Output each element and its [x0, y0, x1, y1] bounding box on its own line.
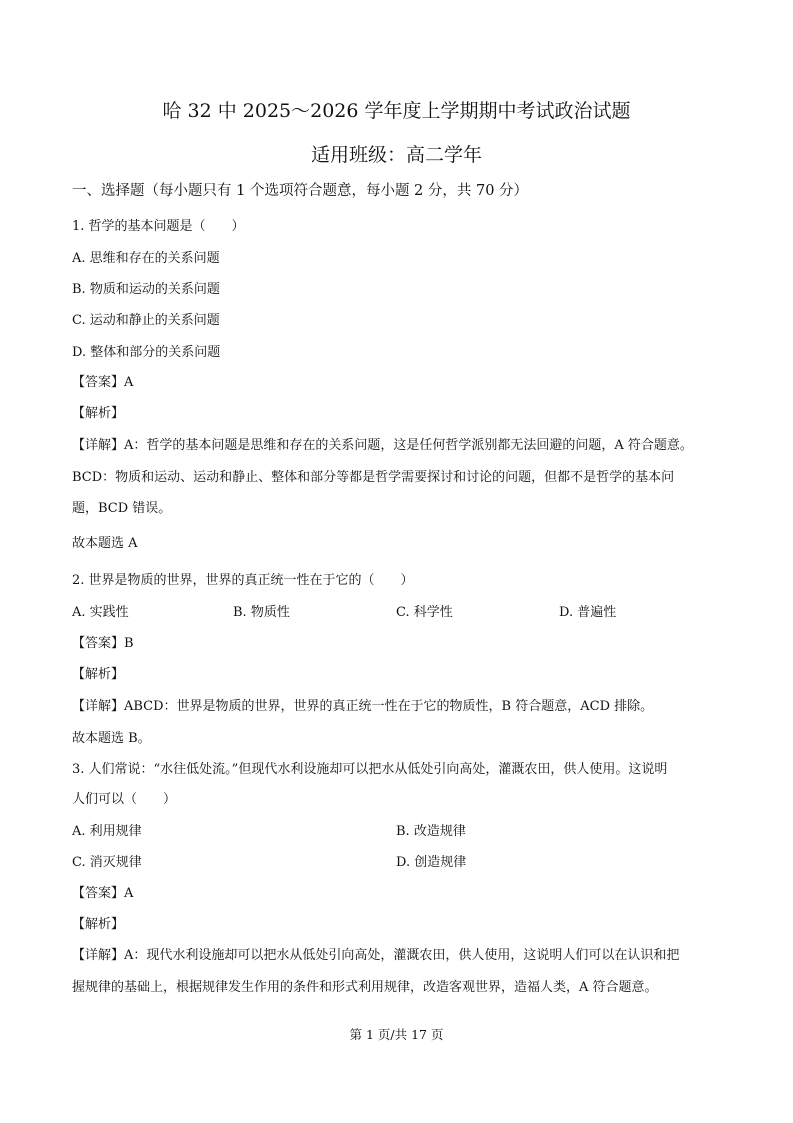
q1-option-a: A. 思维和存在的关系问题 — [72, 251, 220, 266]
q2-stem: 2. 世界是物质的世界，世界的真正统一性在于它的（ ） — [72, 573, 414, 588]
q2-option-d: D. 普遍性 — [559, 605, 617, 620]
q1-conclusion: 故本题选 A — [72, 536, 138, 551]
q3-answer: 【答案】A — [72, 886, 134, 901]
q1-stem: 1. 哲学的基本问题是（ ） — [72, 219, 245, 234]
q2-answer: 【答案】B — [72, 636, 134, 651]
q1-option-b: B. 物质和运动的关系问题 — [72, 282, 220, 297]
q2-analysis-label: 【解析】 — [72, 667, 125, 682]
page-title: 哈 32 中 2025～2026 学年度上学期期中考试政治试题 — [162, 100, 631, 122]
q3-analysis-label: 【解析】 — [72, 917, 125, 932]
q3-detail-line: 【详解】A：现代水利设施却可以把水从低处引向高处，灌溉农田，供人使用，这说明人们可以在认识和把 — [72, 948, 680, 963]
q3-option-c: C. 消灭规律 — [72, 855, 142, 870]
q2-option-b: B. 物质性 — [233, 605, 290, 620]
q1-answer: 【答案】A — [72, 375, 134, 390]
page-footer: 第 1 页/共 17 页 — [349, 1027, 444, 1042]
q3-option-b: B. 改造规律 — [396, 824, 466, 839]
q3-detail-line: 握规律的基础上，根据规律发生作用的条件和形式利用规律，改造客观世界，造福人类，A 符合题意。 — [72, 980, 658, 995]
q3-stem-line: 3. 人们常说：“水往低处流。”但现代水利设施却可以把水从低处引向高处，灌溉农田，供人使用。这说明 — [72, 762, 668, 777]
q2-detail: 【详解】ABCD：世界是物质的世界，世界的真正统一性在于它的物质性，B 符合题意，ACD 排除。 — [72, 699, 654, 714]
q1-option-d: D. 整体和部分的关系问题 — [72, 345, 221, 360]
q3-stem-line: 人们可以（ ） — [72, 792, 177, 807]
q2-option-c: C. 科学性 — [396, 605, 453, 620]
page-subtitle: 适用班级：高二学年 — [310, 144, 482, 166]
q1-detail-line: 【详解】A：哲学的基本问题是思维和存在的关系问题，这是任何哲学派别都无法回避的问题，A 符合题意。 — [72, 438, 693, 453]
q1-option-c: C. 运动和静止的关系问题 — [72, 313, 220, 328]
section-header: 一、选择题（每小题只有 1 个选项符合题意，每小题 2 分，共 70 分） — [72, 183, 529, 199]
q3-option-a: A. 利用规律 — [72, 824, 142, 839]
q2-option-a: A. 实践性 — [72, 605, 129, 620]
q1-detail-line: BCD：物质和运动、运动和静止、整体和部分等都是哲学需要探讨和讨论的问题，但都不是哲学的基本问 — [72, 470, 675, 485]
q2-conclusion: 故本题选 B。 — [72, 731, 151, 746]
q1-detail-line: 题，BCD 错误。 — [72, 501, 172, 516]
q1-analysis-label: 【解析】 — [72, 406, 125, 421]
q3-option-d: D. 创造规律 — [396, 855, 467, 870]
